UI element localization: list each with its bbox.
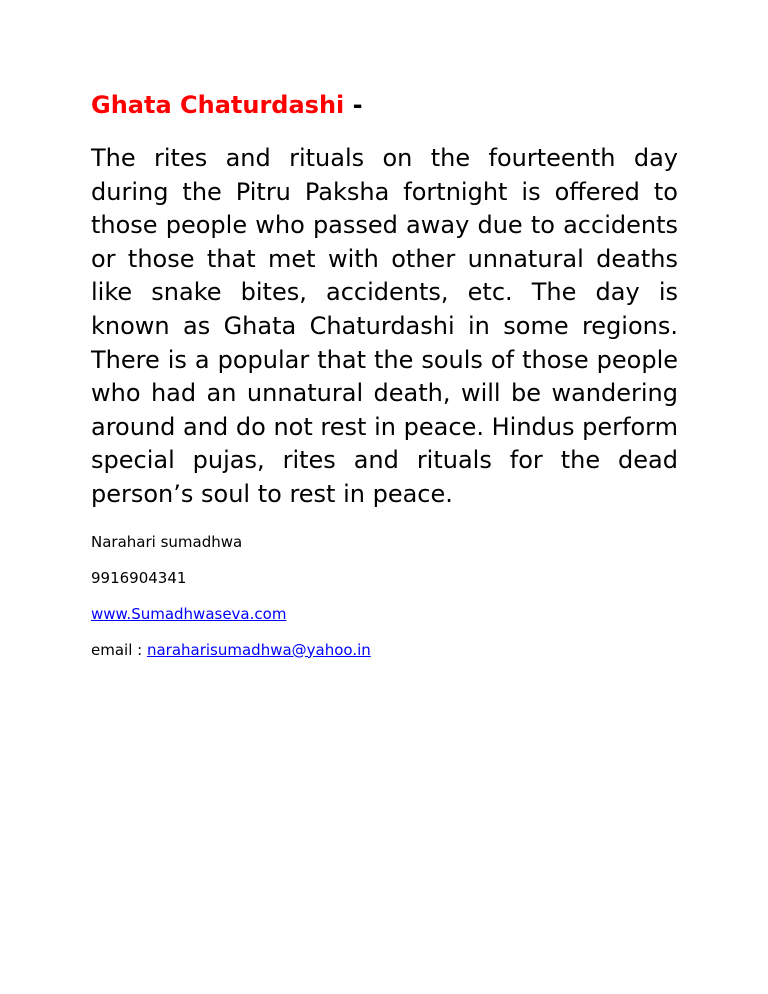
email-label: email : [91,640,147,659]
website-line [91,604,678,624]
author-name: Narahari sumadhwa [91,532,243,551]
title-dash: - [344,91,363,119]
email-link[interactable]: naraharisumadhwa@yahoo.in [146,640,371,659]
document-title [91,88,678,122]
phone-number: 9916904341 [91,568,187,587]
document-page [91,88,709,660]
title-text: Ghata Chaturdashi [91,91,345,119]
email-line [91,640,678,660]
website-link[interactable]: www.Sumadhwaseva.com [91,604,287,623]
body-paragraph: The rites and rituals on the fourteenth day during the Pitru Paksha fortnight is offered to those people who passed away due to accidents or those that met with other unnatural deaths like snake bites, accidents, etc. The day is known as Ghata Chaturdashi in some regions. There is a popular that the souls of those people who had an unnatural death, will be wandering around and do not rest in peace. Hindus perform special pujas, rites and rituals for the dead person’s soul to rest in peace. [91,144,709,508]
